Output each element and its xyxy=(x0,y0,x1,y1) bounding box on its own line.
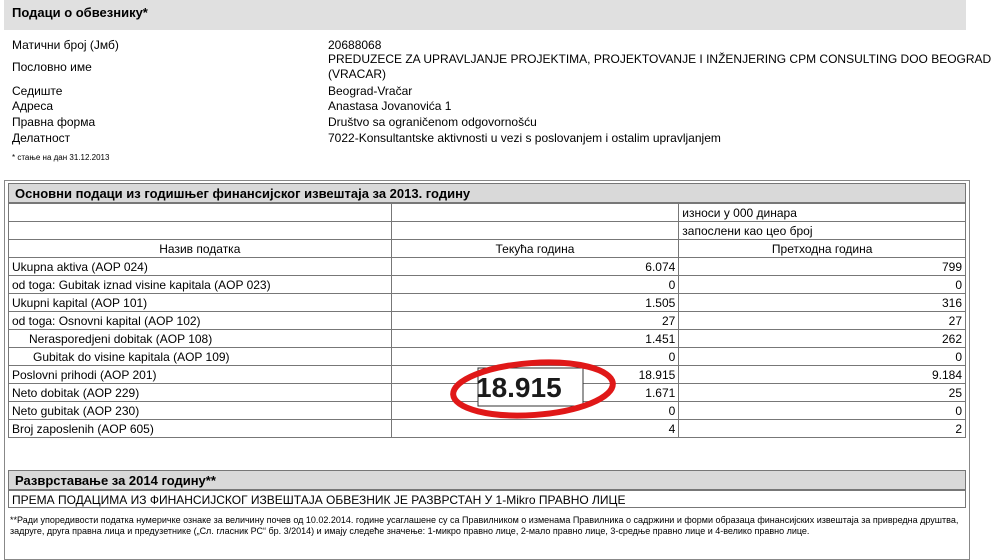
section-title: Подаци о обвезнику* xyxy=(12,5,148,20)
info-label-name: Пословно име xyxy=(12,60,92,74)
info-value-legal-form: Društvo sa ograničenom odgovornošću xyxy=(328,115,537,129)
state-note: * стање на дан 31.12.2013 xyxy=(12,153,110,162)
section-header xyxy=(4,0,966,30)
table-row xyxy=(9,258,966,276)
row-current: 4 xyxy=(391,420,679,438)
table-row xyxy=(9,312,966,330)
table-row xyxy=(9,420,966,438)
info-label-address: Адреса xyxy=(12,99,54,113)
row-previous: 0 xyxy=(679,348,966,366)
table-header-row xyxy=(9,240,966,258)
row-previous: 0 xyxy=(679,276,966,294)
financial-title xyxy=(8,183,966,203)
row-current: 0 xyxy=(391,348,679,366)
row-current: 0 xyxy=(391,402,679,420)
classification-text: ПРЕМА ПОДАЦИМА ИЗ ФИНАНСИЈСКОГ ИЗВЕШТАЈА ОБВЕЗНИК ЈЕ РАЗВРСТАН У 1-Mikro ПРАВНО ЛИЦЕ xyxy=(8,490,966,508)
col-header-name: Назив податка xyxy=(9,240,392,258)
info-label-activity: Делатност xyxy=(12,131,71,145)
row-name: Poslovni prihodi (AOP 201) xyxy=(9,366,392,384)
footnote: **Ради упоредивости податка нумеричке ознаке за величину почев од 10.02.2014. године усаглашене су са Правилником о изменама Правилника о садржини и форми образаца финансијских извештаја за привредна друштва, задруге, друга правна лица и предузетнике („Сл. гласник РС“ бр. 3/2014) и имају следеће значење: 1-микро правно лице, 2-мало правно лице, 3-средње правно лице и 4-велико правно лице. xyxy=(10,515,959,536)
info-value-activity: 7022-Konsultantske aktivnosti u vezi s poslovanjem i ostalim upravljanjem xyxy=(328,131,721,145)
row-current: 0 xyxy=(391,276,679,294)
col-header-previous: Претходна година xyxy=(679,240,966,258)
info-value-address: Anastasa Jovanovića 1 xyxy=(328,99,452,113)
info-label-seat: Седиште xyxy=(12,84,63,98)
row-name: Neto gubitak (AOP 230) xyxy=(9,402,392,420)
col-header-current: Текућа година xyxy=(391,240,679,258)
row-previous: 262 xyxy=(679,330,966,348)
classification-title xyxy=(8,470,966,490)
highlight-value: 18.915 xyxy=(476,372,562,403)
row-previous: 799 xyxy=(679,258,966,276)
row-name: od toga: Osnovni kapital (AOP 102) xyxy=(9,312,392,330)
row-current: 1.671 xyxy=(391,384,679,402)
employee-note: запослени као цео број xyxy=(679,222,966,240)
classification-title-text: Разврставање за 2014 годину** xyxy=(15,473,216,488)
row-name: Ukupna aktiva (AOP 024) xyxy=(9,258,392,276)
row-name: od toga: Gubitak iznad visine kapitala (AOP 023) xyxy=(9,276,392,294)
unit-note: износи у 000 динара xyxy=(679,204,966,222)
table-row xyxy=(9,294,966,312)
row-current: 27 xyxy=(391,312,679,330)
row-current: 6.074 xyxy=(391,258,679,276)
info-value-seat: Beograd-Vračar xyxy=(328,84,413,98)
info-label-mb: Матични број (Јмб) xyxy=(12,38,119,52)
row-current: 18.915 xyxy=(391,366,679,384)
info-value-name-cont: (VRACAR) xyxy=(328,67,387,81)
row-previous: 25 xyxy=(679,384,966,402)
table-row xyxy=(9,330,966,348)
info-label-legal-form: Правна форма xyxy=(12,115,96,129)
row-previous: 2 xyxy=(679,420,966,438)
row-name: Broj zaposlenih (AOP 605) xyxy=(9,420,392,438)
table-row xyxy=(9,276,966,294)
row-previous: 0 xyxy=(679,402,966,420)
table-row xyxy=(9,222,966,240)
row-name: Nerasporedjeni dobitak (AOP 108) xyxy=(9,330,392,348)
financial-title-text: Основни подаци из годишњег финансијског извештаја за 2013. годину xyxy=(15,186,471,201)
info-value-mb: 20688068 xyxy=(328,38,382,52)
row-name: Ukupni kapital (AOP 101) xyxy=(9,294,392,312)
row-previous: 316 xyxy=(679,294,966,312)
row-name: Gubitak do visine kapitala (AOP 109) xyxy=(9,348,392,366)
row-previous: 9.184 xyxy=(679,366,966,384)
row-previous: 27 xyxy=(679,312,966,330)
table-row xyxy=(9,204,966,222)
info-value-name: PREDUZECE ZA UPRAVLJANJE PROJEKTIMA, PROJEKTOVANJE I INŽENJERING CPM CONSULTING DOO BEOGRAD xyxy=(328,52,992,66)
row-current: 1.451 xyxy=(391,330,679,348)
row-current: 1.505 xyxy=(391,294,679,312)
row-name: Neto dobitak (AOP 229) xyxy=(9,384,392,402)
